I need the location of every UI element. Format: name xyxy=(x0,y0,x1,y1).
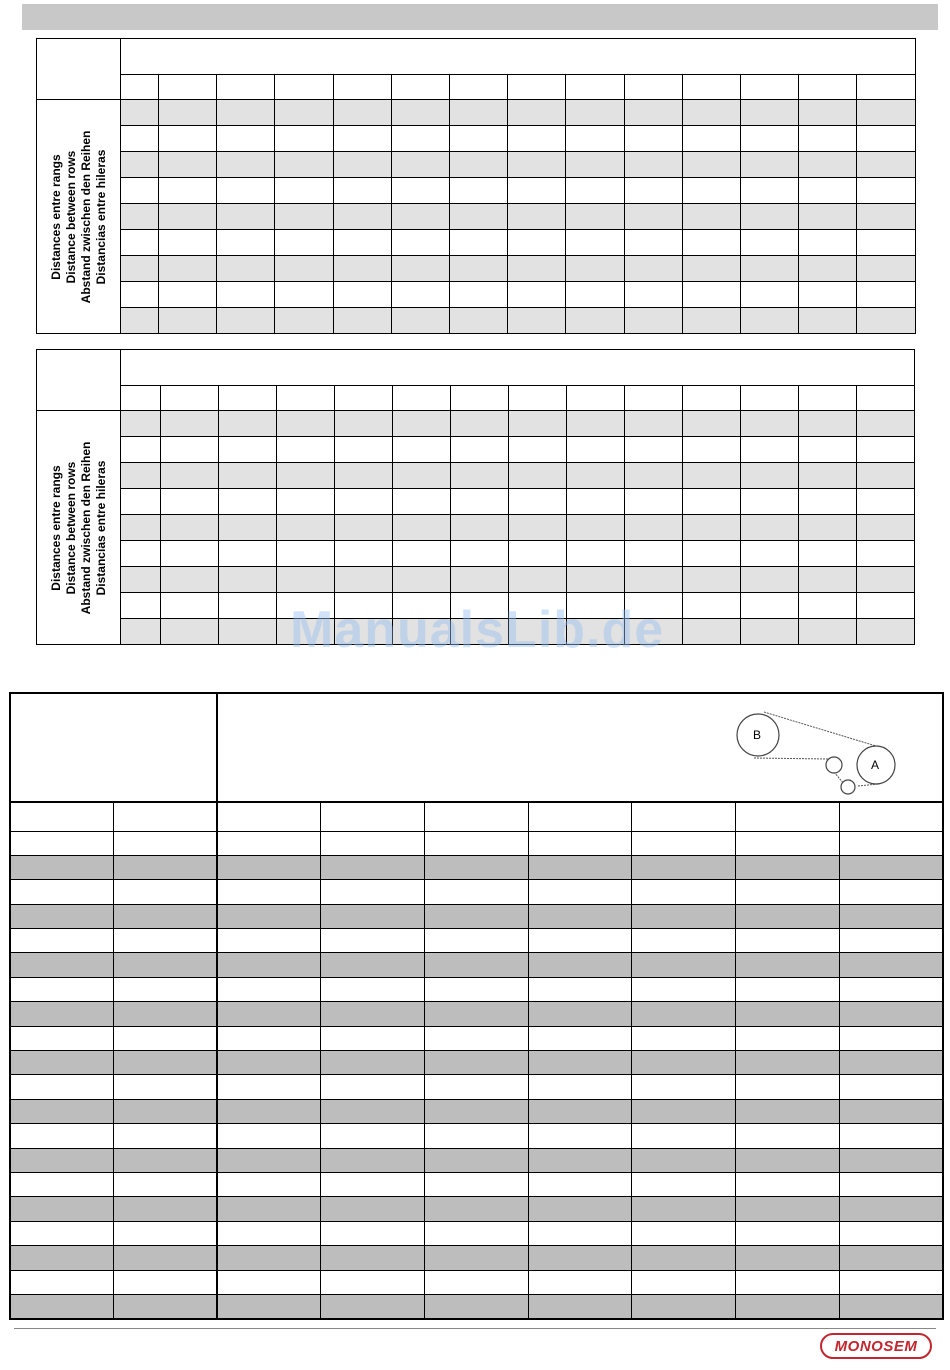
header-cell xyxy=(121,350,915,386)
transmission-table xyxy=(9,692,944,1320)
row-spacing-label-cell xyxy=(37,411,121,645)
idler-pulley-icon xyxy=(826,757,842,773)
brand-logo: MONOSEM xyxy=(820,1333,932,1359)
corner-cell xyxy=(37,350,121,411)
seed-rate-table-1 xyxy=(36,38,916,334)
pulley-b-label: B xyxy=(752,728,761,742)
header-bar xyxy=(22,4,938,30)
row-spacing-label: Distances entre rangs Distance between rows Abstand zwischen den Reihen Distancias entre hileras xyxy=(48,130,108,303)
transmission-corner-cell xyxy=(10,693,217,802)
header-cell xyxy=(121,39,916,75)
row-spacing-label-cell xyxy=(37,100,121,334)
pulley-a-label: A xyxy=(870,758,879,772)
belt-pulley-diagram xyxy=(732,702,902,802)
footer-divider xyxy=(14,1328,936,1329)
transmission-header-cell xyxy=(217,693,943,802)
corner-cell xyxy=(37,39,121,100)
row-spacing-label: Distances entre rangs Distance between rows Abstand zwischen den Reihen Distancias entre hileras xyxy=(48,441,108,614)
watermark: ManualsLib.de xyxy=(290,601,665,659)
tensioner-pulley-icon xyxy=(841,780,855,794)
